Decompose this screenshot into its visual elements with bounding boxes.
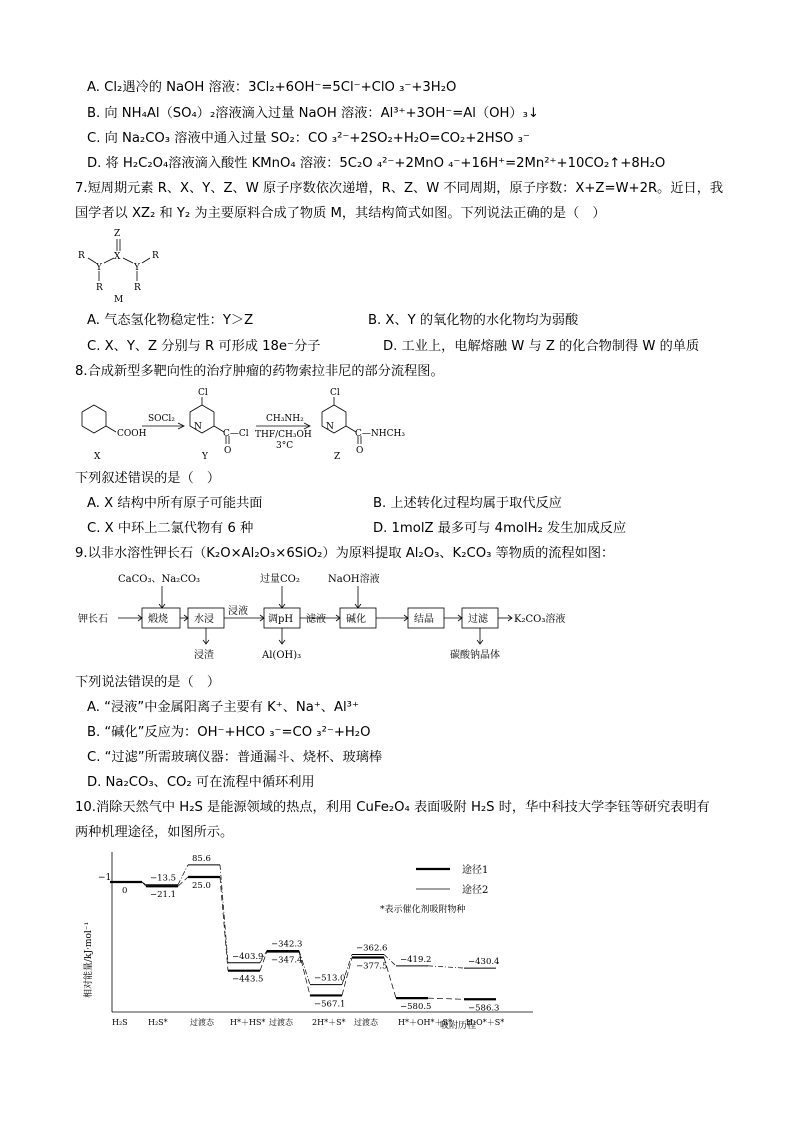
reagent-temp: 3°C: [276, 441, 294, 451]
legend-label-2: 途径2: [462, 885, 489, 896]
flow-add2: 过量CO₂: [260, 574, 300, 585]
x-tick-label-2: 过渡态: [190, 1018, 214, 1027]
data-label-4: 25.0: [192, 881, 211, 891]
label-x: X: [94, 452, 101, 462]
x-axis-label: 吸附历程: [440, 1021, 477, 1031]
label-z: Z: [334, 452, 341, 462]
q10-stem-line1: 10.消除天然气中 H₂S 是能源领域的热点，利用 CuFe₂O₄ 表面吸附 H₂S 时，华中科技大学李钰等研究表明有: [75, 800, 710, 815]
data-label-14: −580.5: [400, 1002, 432, 1013]
label-y: Y: [202, 452, 208, 462]
flow-box1: 煅烧: [148, 614, 168, 625]
q10-stem-line2: 两种机理途径，如图所示。: [75, 825, 234, 840]
data-label-8: −347.4: [271, 955, 303, 966]
q7-structure: [70, 226, 180, 306]
legend-label-1: 途径1: [462, 865, 489, 876]
flow-add3: NaOH溶液: [328, 574, 380, 585]
data-label-7: −342.3: [271, 939, 303, 950]
y-axis-label: 相对能量/kJ·mol⁻¹: [84, 921, 94, 998]
connector-s2-2: [178, 865, 188, 885]
data-label-13: −419.2: [400, 954, 432, 965]
q9-ask: 下列说法错误的是（ ）: [75, 675, 221, 690]
flow-box2: 水浸: [194, 614, 214, 625]
struct-x: X: [114, 252, 121, 262]
flow-mid2: 滤液: [306, 614, 326, 625]
q6-option-a: A. Cl₂遇冷的 NaOH 溶液：3Cl₂+6OH⁻=5Cl⁻+ClO ₃⁻+3H₂O: [87, 80, 457, 95]
x-tick-label-3: H*＋HS*: [230, 1018, 266, 1027]
connector-s1-8: [428, 998, 464, 999]
q7-stem-line2: 国学者以 XZ₂ 和 Y₂ 为主要原料合成了物质 M，其结构简式如图。下列说法正确的是（ ）: [75, 206, 606, 221]
flow-end: K₂CO₃溶液: [514, 614, 566, 625]
chart-note: *表示催化剂吸附物种: [380, 905, 466, 915]
y-axis-unit-mark: −1: [98, 873, 112, 883]
y-cl: Cl: [198, 388, 208, 398]
q7-option-d: D. 工业上，电解熔融 W 与 Z 的化合物制得 W 的单质: [383, 339, 700, 354]
reagent-socl2: SOCl₂: [148, 414, 175, 424]
struct-y1: Y: [96, 263, 102, 273]
x-tick-label-5: 2H*＋S*: [312, 1018, 346, 1027]
struct-m: M: [114, 295, 124, 305]
y-n: N: [194, 422, 202, 432]
q8-option-d: D. 1molZ 最多可与 4molH₂ 发生加成反应: [373, 521, 627, 536]
struct-r4: R: [134, 283, 141, 293]
x-tick-label-6: 过渡态: [354, 1018, 378, 1027]
flow-out1: 浸渣: [194, 650, 214, 661]
z-cl: Cl: [330, 388, 340, 398]
q9-flowchart: [78, 570, 598, 665]
data-label-6: −443.5: [232, 974, 264, 985]
flow-mid1: 浸液: [228, 606, 248, 617]
connector-s2-8: [428, 966, 464, 968]
struct-z: Z: [114, 229, 121, 239]
q6-option-b: B. 向 NH₄Al（SO₄）₂溶液滴入过量 NaOH 溶液：Al³⁺+3OH⁻=Al（OH）₃↓: [87, 106, 539, 121]
data-label-10: −567.1: [314, 999, 346, 1010]
q6-option-c: C. 向 Na₂CO₃ 溶液中通入过量 SO₂：CO ₃²⁻+2SO₂+H₂O=CO₂+2HSO ₃⁻: [87, 131, 530, 146]
q8-reaction-scheme: [72, 384, 422, 466]
z-o: O: [356, 446, 364, 456]
q7-option-c: C. X、Y、Z 分别与 R 可形成 18e⁻分子: [87, 339, 321, 354]
q9-option-b: B. “碱化”反应为：OH⁻+HCO ₃⁻=CO ₃²⁻+H₂O: [87, 725, 371, 740]
y-acyl: C—Cl: [223, 429, 249, 439]
q8-ask: 下列叙述错误的是（ ）: [75, 471, 221, 486]
q9-option-c: C. “过滤”所需玻璃仪器：普通漏斗、烧杯、玻璃棒: [87, 750, 383, 765]
q9-option-d: D. Na₂CO₃、CO₂ 可在流程中循环利用: [87, 775, 315, 790]
data-label-2: −21.1: [150, 890, 177, 901]
reagent-ch3nh2: CH₃NH₂: [266, 414, 304, 424]
flow-box3: 调pH: [268, 614, 294, 625]
q8-option-c: C. X 中环上二氯代物有 6 种: [87, 521, 254, 536]
struct-r1: R: [78, 251, 85, 261]
reagent-solvent: THF/CH₃OH: [255, 430, 312, 440]
z-n: N: [326, 422, 334, 432]
y-o: O: [224, 446, 232, 456]
q7-stem-line1: 7.短周期元素 R、X、Y、Z、W 原子序数依次递增，R、Z、W 不同周期，原子序数：X+Z=W+2R。近日，我: [75, 181, 724, 196]
struct-y2: Y: [134, 263, 140, 273]
x-tick-label-7: H*＋OH*＋S*: [398, 1018, 452, 1027]
x-tick-label-8: H₂O*＋S*: [466, 1018, 505, 1027]
energy-diagram-chart: [78, 848, 538, 1033]
q8-stem: 8.合成新型多靶向性的治疗肿瘤的药物索拉非尼的部分流程图。: [75, 364, 444, 379]
data-label-12: −377.5: [356, 961, 388, 972]
flow-box4: 碱化: [346, 614, 366, 625]
q8-option-a: A. X 结构中所有原子可能共面: [87, 496, 263, 511]
q9-option-a: A. “浸液”中金属阳离子主要有 K⁺、Na⁺、Al³⁺: [87, 700, 359, 715]
data-label-15: −430.4: [468, 957, 500, 968]
flow-box6: 过滤: [468, 614, 488, 625]
flow-add1: CaCO₃、Na₂CO₃: [118, 574, 201, 585]
connector-s1-3: [220, 877, 228, 971]
flow-out3: 碳酸钠晶体: [450, 650, 500, 661]
x-cooh: COOH: [117, 429, 147, 439]
data-label-9: −513.0: [314, 973, 346, 984]
x-tick-label-0: H₂S: [112, 1018, 128, 1027]
data-label-0: 0: [122, 886, 128, 896]
q7-option-b: B. X、Y 的氧化物的水化物均为弱酸: [368, 313, 579, 328]
q8-option-b: B. 上述转化过程均属于取代反应: [373, 496, 562, 511]
x-tick-label-1: H₂S*: [148, 1018, 168, 1027]
z-amide: C—NHCH₃: [355, 429, 405, 439]
struct-r2: R: [152, 251, 159, 261]
q9-stem: 9.以非水溶性钾长石（K₂O×Al₂O₃×6SiO₂）为原料提取 Al₂O₃、K₂CO₃ 等物质的流程如图：: [75, 546, 615, 561]
struct-r3: R: [96, 283, 103, 293]
q6-option-d: D. 将 H₂C₂O₄溶液滴入酸性 KMnO₄ 溶液：5C₂O ₄²⁻+2MnO ₄⁻+16H⁺=2Mn²⁺+10CO₂↑+8H₂O: [87, 156, 666, 171]
connector-s2-3: [220, 865, 228, 963]
data-label-16: −586.3: [468, 1003, 500, 1014]
data-label-5: −403.9: [232, 951, 264, 962]
flow-out2: Al(OH)₃: [262, 650, 302, 661]
flow-box5: 结晶: [414, 614, 434, 625]
flow-start: 钾长石: [78, 614, 108, 625]
x-tick-label-4: 过渡态: [269, 1018, 293, 1027]
data-label-1: −13.5: [150, 873, 177, 884]
data-label-11: −362.6: [356, 943, 388, 954]
q7-option-a: A. 气态氢化物稳定性：Y＞Z: [87, 313, 254, 328]
data-label-3: 85.6: [192, 853, 211, 864]
